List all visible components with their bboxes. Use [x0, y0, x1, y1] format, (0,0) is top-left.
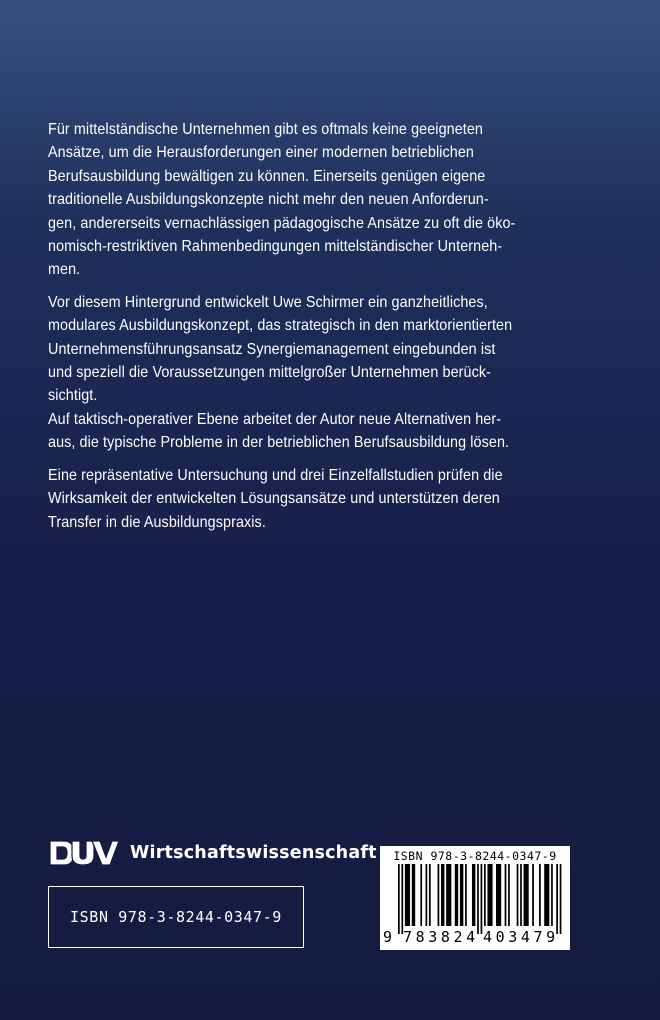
blurb-line: sichtigt. [48, 387, 98, 405]
barcode-right-group: 403479 [483, 928, 559, 946]
barcode-bar [420, 864, 422, 926]
barcode-guard-bar [481, 864, 483, 934]
barcode-digits [380, 928, 570, 948]
barcode-bar [405, 864, 410, 926]
barcode-bar [429, 864, 431, 926]
blurb-line: aus, die typische Probleme in der betrieblichen Berufsausbildung lösen. [48, 434, 510, 452]
blurb-paragraph-2 [48, 291, 570, 408]
barcode-first-digit: 9 [383, 928, 393, 946]
barcode-guard-bar [560, 864, 562, 934]
barcode-isbn-text: ISBN 978-3-8244-0347-9 [393, 849, 557, 863]
blurb-line: Unternehmensführungsansatz Synergiemanagement eingebunden ist [48, 340, 496, 358]
blurb-line: Ansätze, um die Herausforderungen einer modernen betrieblichen [48, 144, 474, 162]
barcode-left-group: 783824 [403, 928, 479, 946]
blurb-paragraph-4 [48, 464, 570, 534]
publisher-series-name: Wirtschaftswissenschaft [130, 843, 377, 863]
barcode-bar [524, 864, 529, 926]
barcode-guard-bar [398, 864, 400, 934]
blurb-line: Für mittelständische Unternehmen gibt es oftmals keine geeigneten [48, 121, 484, 138]
blurb-line: Vor diesem Hintergrund entwickelt Uwe Schirmer ein ganzheitliches, [48, 293, 488, 311]
isbn-box [48, 886, 304, 948]
blurb-line: modulares Ausbildungskonzept, das strategisch in den marktorientierten [48, 317, 513, 335]
blurb-line: Wirksamkeit der entwickelten Lösungsansätze und unterstützen deren [48, 490, 500, 508]
publisher-line [48, 838, 377, 868]
duv-logo [48, 839, 120, 867]
barcode-bar [520, 864, 522, 926]
blurb-line: Eine repräsentative Untersuchung und drei Einzelfallstudien prüfen die [48, 466, 503, 484]
barcode-bar [446, 864, 451, 926]
blurb-line: gen, andererseits vernachlässigen pädagogische Ansätze zu oft die öko- [48, 214, 516, 232]
barcode-bar [487, 864, 492, 926]
blurb-paragraph-1 [48, 118, 570, 282]
blurb-line: und speziell die Voraussetzungen mittelgroßer Unternehmen berück- [48, 364, 491, 382]
blurb-line: traditionelle Ausbildungskonzepte nicht mehr den neuen Anforderun- [48, 191, 489, 209]
barcode-bar [508, 864, 510, 926]
barcode-bar [539, 864, 541, 926]
blurb-line: Transfer in die Ausbildungspraxis. [48, 513, 266, 531]
barcode-guard-bar [401, 864, 403, 934]
barcode-bar [465, 864, 467, 926]
barcode-bar [441, 864, 444, 926]
barcode-bar [426, 864, 428, 926]
blurb-line: Berufsausbildung bewältigen zu können. Einerseits genügen eigene [48, 167, 486, 185]
blurb-line: Auf taktisch-operativer Ebene arbeitet der Autor neue Alternativen her- [48, 410, 502, 428]
barcode-bar [438, 864, 440, 926]
blurb-line: men. [48, 261, 81, 279]
barcode-bar [460, 864, 463, 926]
barcode-bar [532, 864, 534, 926]
barcode-bar [472, 864, 475, 926]
barcode-bar [484, 864, 486, 926]
barcode-guard-bar [556, 864, 558, 934]
barcode-bar [455, 864, 458, 926]
barcode-bar [496, 864, 501, 926]
isbn-text: ISBN 978-3-8244-0347-9 [70, 908, 282, 926]
barcode-bar [505, 864, 507, 926]
barcode-bar [517, 864, 519, 926]
barcode-bar [544, 864, 549, 926]
barcode-guard-bar [477, 864, 479, 934]
barcode-bar [551, 864, 553, 926]
blurb-paragraph-3 [48, 408, 570, 455]
blurb-line: nomisch-restriktiven Rahmenbedingungen mittelständischer Unterneh- [48, 238, 503, 256]
barcode [380, 846, 570, 950]
back-cover-blurb [48, 118, 570, 534]
barcode-bar [412, 864, 415, 926]
